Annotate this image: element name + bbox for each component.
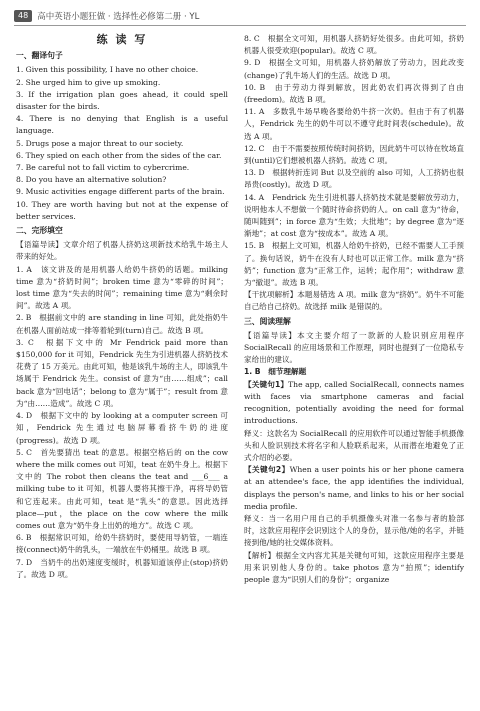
section-translation-heading: 一、翻译句子: [16, 51, 63, 61]
right-column: [244, 33, 464, 586]
translation-item: 8. Do you have an alternative solution?: [16, 175, 167, 185]
cloze-answer: 1. A 该文讲及的是用机器人给奶牛挤奶的话题。milking time 意为“挤奶时间”；broken time 意为“零碎的时间”；lost time 意为“失去的时间”；remaining time 意为“剩余时间”。故选 A 项。: [16, 264, 228, 311]
cloze-answer: 11. A 多数乳牛场早晚各要给奶牛挤一次奶。但由于有了机器人，Fendrick 先生的奶牛可以不遵守此时间表(schedule)。故选 A 项。: [244, 107, 464, 141]
cloze-answer: 9. D 根据全文可知，用机器人挤奶解放了劳动力，因此改变(change)了乳牛场人们的生活。故选 D 项。: [244, 58, 464, 80]
cloze-answer: 8. C 根据全文可知，用机器人挤奶好处很多。由此可知，挤奶机器人很受欢迎(popular)。故选 C 项。: [244, 34, 464, 56]
key-sentence-2-note: 释义：当一名用户用自己的手机摄像头对准一名参与者的脸部时，这款应用程序会识别这个人的身份，显示他/她的名字，并链接到他/她的社交媒体资料。: [244, 513, 464, 548]
cloze-answer: 3. C 根据下文中的 Mr Fendrick paid more than $150,000 for it 可知，Fendrick 先生为引进机器人挤奶技术花费了 15 万美元。由此可知，他是该乳牛场的主人，即该乳牛场属于 Fendrick 先生。consist of 意为“由……组成”；call back 意为“回电话”；belong to 意为“属于”；result from 意为“由……造成”。故选 C 项。: [16, 337, 228, 408]
section-reading-heading: 三、阅读理解: [244, 316, 291, 326]
translation-item: 4. There is no denying that English is a useful language.: [16, 114, 228, 136]
key-sentence-1-note: 释义：这款名为 SocialRecall 的应用软件可以通过智能手机摄像头和人脸识别技术将名字和人脸联系起来，从而潜在地避免了正式介绍的必要。: [244, 428, 464, 462]
translation-item: 1. Given this possibility, I have no other choice.: [16, 65, 199, 75]
translation-item: 5. Drugs pose a major threat to our society.: [16, 138, 184, 148]
analysis: 【解析】根据全文内容尤其是关键句可知，这款应用程序主要是用来识别他人身份的。take photos 意为“拍照”；identify people 意为“识别人们的身份”；organize: [244, 550, 464, 584]
key-sentence-1-label: 【关键句1】: [244, 379, 289, 389]
left-column: [16, 32, 228, 581]
cloze-answer: 4. D 根据下文中的 by looking at a computer screen 可知，Fendrick 先生通过电脑屏幕看挤牛奶的进度(progress)。故选 D 项。: [16, 411, 228, 445]
page-number: 48: [14, 10, 32, 22]
reading-intro: 【语篇导读】本文主要介绍了一款新的人脸识别应用程序 SocialRecall 的应用场景和工作原理，同时也提到了一位隐私专家给出的建议。: [244, 330, 464, 365]
translation-item: 2. She urged him to give up smoking.: [16, 77, 161, 87]
cloze-answer: 5. C 首先要猜出 teat 的意思。根据空格后的 on the cow where the milk comes out 可知，teat 在奶牛身上。根据下文中的 The robot then cleans the teat and ___6___ a milking tube to it 可知，机器人要将其擦干净，再将导奶管和它连起来。由此可知，teat 是“乳头”的意思。因此选择 place—put，the place on the cow where the milk comes out 意为“奶牛身上出奶的地方”。故选 C 项。: [16, 447, 228, 530]
distractor-analysis: 【干扰项解析】本题易错选 A 项。milk 意为“挤奶”。奶牛不可能自己给自己挤奶。故选择 milk 是错误的。: [244, 290, 464, 312]
key-sentence-2-label: 【关键句2】: [244, 465, 290, 475]
cloze-answer: 13. D 根据转折连词 But 以及空前的 also 可知，人工挤奶也很昂贵(costly)。故选 D 项。: [244, 168, 464, 190]
translation-item: 6. They spied on each other from the sides of the car.: [16, 150, 222, 160]
cloze-answer: 14. A Fendrick 先生引进机器人挤奶技术就是要解放劳动力，说明他本人不想做一个随时待命挤奶的人。on call 意为“待命，随叫随到”；in force 意为“生效；大批地”；by degree 意为“逐渐地”；at cost 意为“按成本”。故选 A 项。: [244, 192, 464, 239]
cloze-answer: 12. C 由于不需要按照传统时间挤奶，因此奶牛可以待在牧场直到(until)它们想被机器人挤奶。故选 C 项。: [244, 143, 464, 166]
cloze-answer: 10. B 由于劳动力得到解放，因此奶农们再次得到了自由(freedom)。故选 B 项。: [244, 82, 464, 105]
running-title: 高中英语小题狂做 · 选择性必修第二册 · YL: [37, 12, 200, 22]
cloze-answer: 6. B 根据常识可知，给奶牛挤奶时，要使用导奶管，一端连接(connect)奶牛的乳头，一端放在牛奶桶里。故选 B 项。: [16, 533, 228, 555]
cloze-answer: 15. B 根据上文可知，机器人给奶牛挤奶，已经不需要人工手预了。换句话说，奶牛在没有人时也可以正常工作。milk 意为“挤奶”；function 意为“正常工作，运转；起作用”；withdraw 意为“撤退”。故选 B 项。: [244, 241, 464, 288]
page-header: [14, 9, 199, 23]
reading-question-1: 1. B 细节理解题: [244, 367, 307, 377]
key-sentence-1: [244, 379, 464, 428]
page-title: 练 读 写: [96, 33, 148, 46]
header-divider: [14, 25, 466, 26]
cloze-intro: 【语篇导读】文章介绍了机器人挤奶这项新技术给乳牛场主人带来的好处。: [16, 240, 228, 262]
key-sentence-1-text: The app, called SocialRecall, connects names with faces via smartphone cameras and facial recognition, potentially avoiding the need for formal introductions.: [244, 379, 464, 426]
translation-item: 10. They are worth having but not at the expense of better services.: [16, 199, 228, 221]
translation-item: 7. Be careful not to fall victim to cybercrime.: [16, 163, 190, 173]
key-sentence-2-text: When a user points his or her phone camera at an attendee's face, the app identifies the individual, displays the person's name, and links to his or her social media profile.: [244, 465, 464, 511]
section-cloze-heading: 二、完形填空: [16, 226, 63, 236]
key-sentence-2: [244, 464, 464, 513]
cloze-answer: 2. B 根据前文中的 are standing in line 可知，此处指奶牛在机器人面前站成一排等着轮到(turn)自己。故选 B 项。: [16, 313, 228, 335]
cloze-answer: 7. D 当奶牛的出奶速度变缓时，机器知道该停止(stop)挤奶了。故选 D 项。: [16, 557, 228, 579]
translation-item: 3. If the irrigation plan goes ahead, it could spell disaster for the birds.: [16, 89, 228, 112]
translation-item: 9. Music activities engage different parts of the brain.: [16, 187, 225, 197]
